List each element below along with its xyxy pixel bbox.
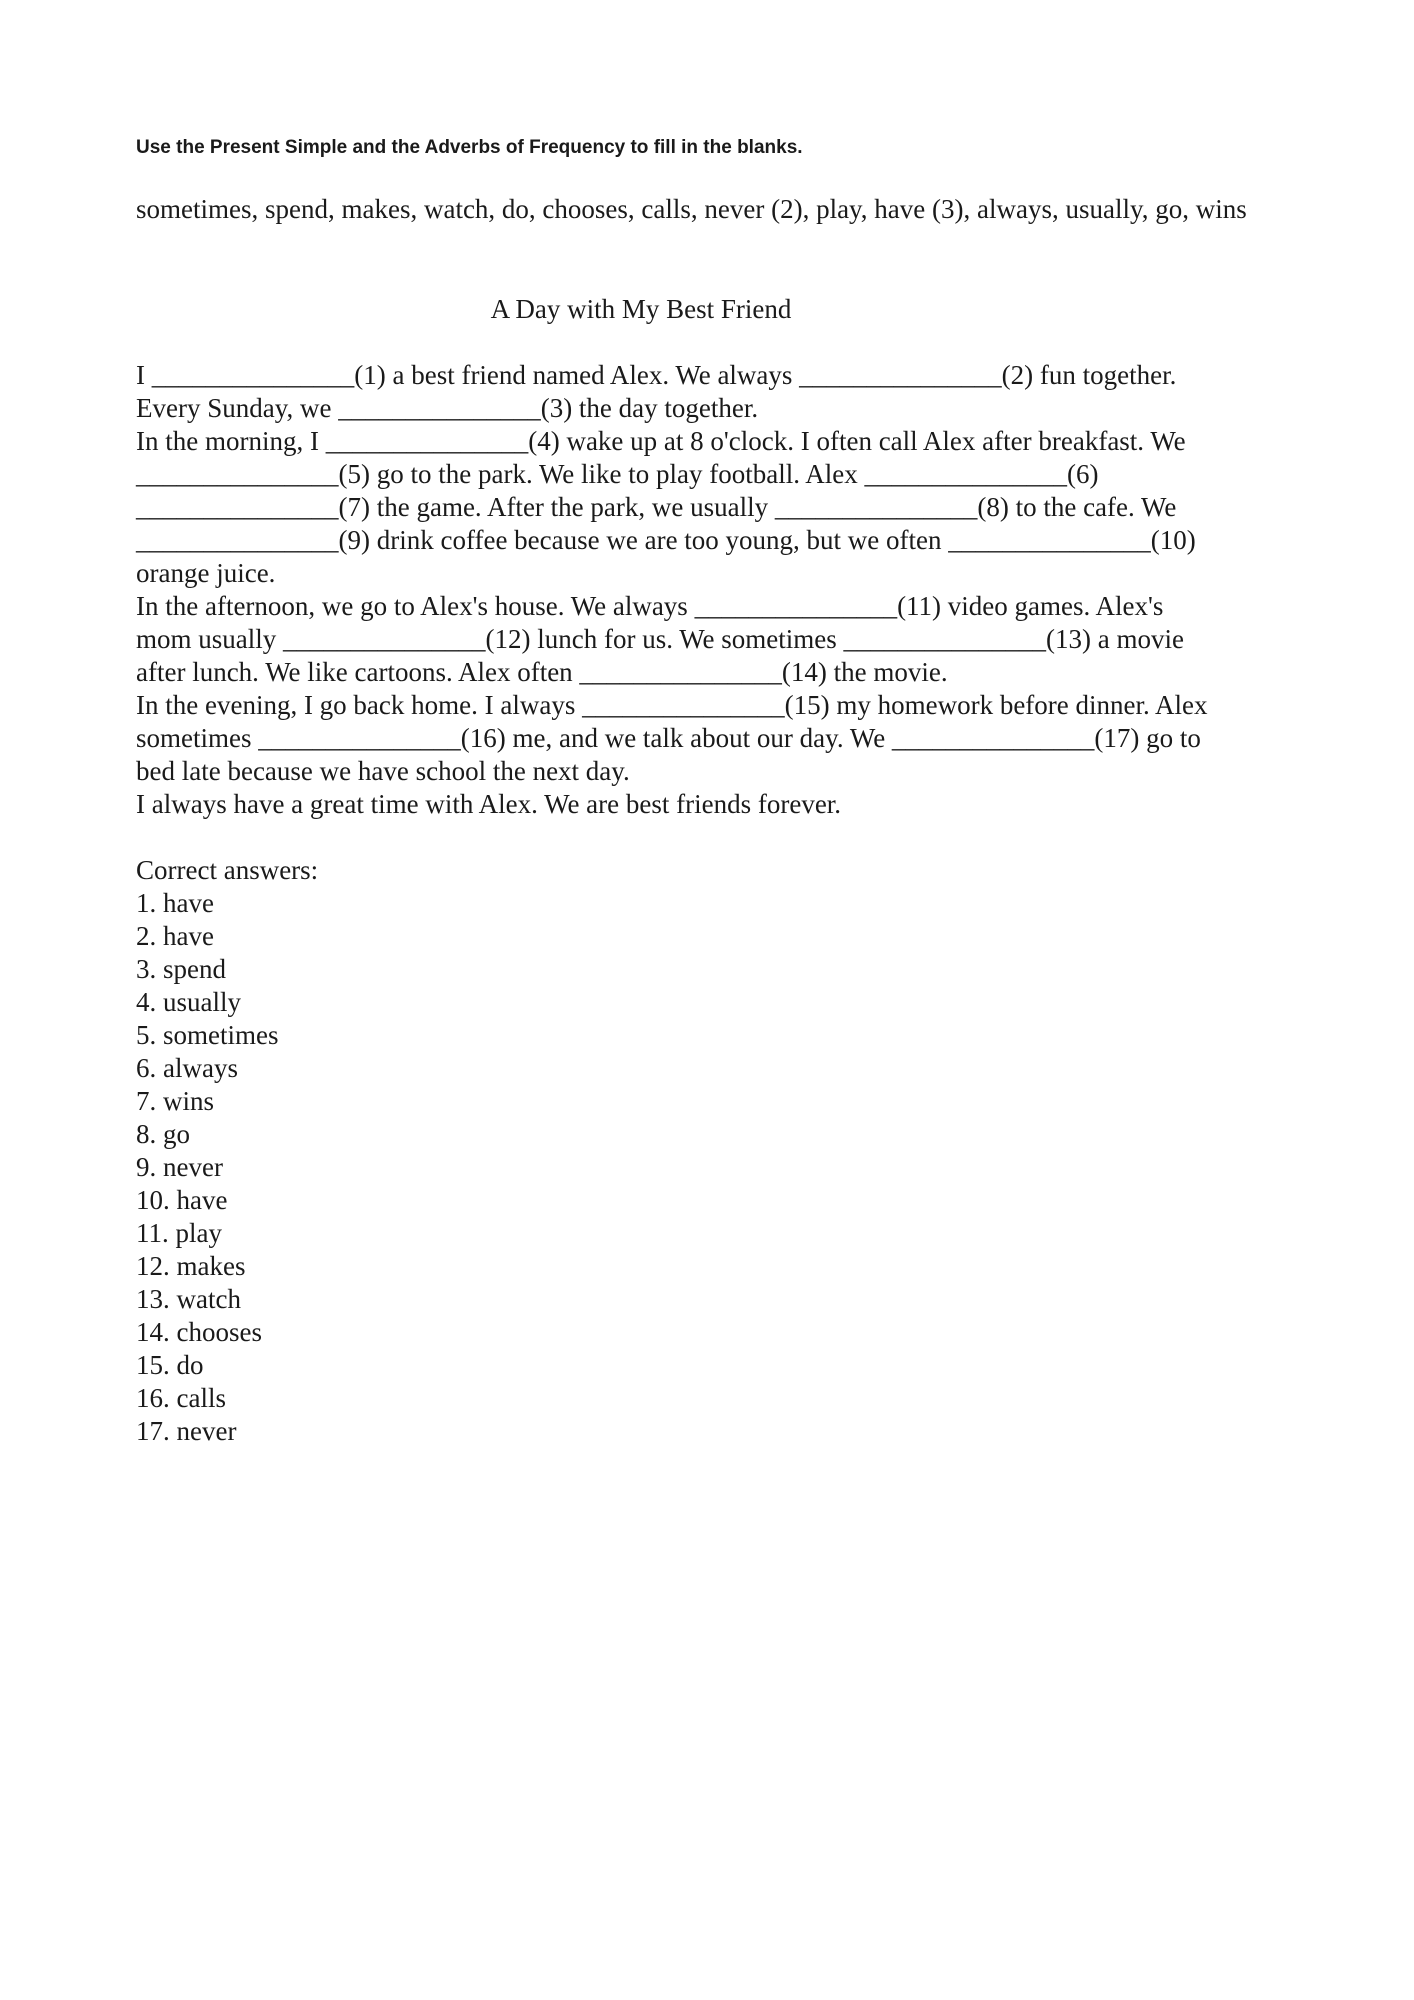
story-line: In the morning, I _______________(4) wake up at 8 o'clock. I often call Alex after breakfast. We [136,426,1186,456]
answer-item: 4. usually [136,987,241,1017]
answer-item: 8. go [136,1119,190,1149]
story-line: _______________(9) drink coffee because we are too young, but we often _______________(10) [136,525,1196,555]
story-line: Every Sunday, we _______________(3) the day together. [136,393,759,423]
answer-item: 2. have [136,921,214,951]
story-line: I _______________(1) a best friend named Alex. We always _______________(2) fun together. [136,360,1177,390]
word-bank: sometimes, spend, makes, watch, do, chooses, calls, never (2), play, have (3), always, usually, go, wins [136,194,1247,224]
answer-item: 15. do [136,1350,204,1380]
answer-item: 11. play [136,1218,222,1248]
story-line: In the afternoon, we go to Alex's house. We always _______________(11) video games. Alex's [136,591,1164,621]
answer-item: 13. watch [136,1284,241,1314]
story-line: I always have a great time with Alex. We are best friends forever. [136,789,842,819]
answer-item: 5. sometimes [136,1020,279,1050]
answer-item: 7. wins [136,1086,215,1116]
answer-list [136,887,279,1448]
answer-item: 14. chooses [136,1317,262,1347]
answer-item: 10. have [136,1185,228,1215]
answer-item: 16. calls [136,1383,226,1413]
story-text [136,359,1296,821]
answer-item: 9. never [136,1152,223,1182]
story-line: bed late because we have school the next day. [136,756,630,786]
story-line: _______________(5) go to the park. We like to play football. Alex _______________(6) [136,459,1099,489]
answers-heading: Correct answers: [136,855,319,885]
answer-item: 3. spend [136,954,226,984]
answer-item: 12. makes [136,1251,246,1281]
story-line: orange juice. [136,558,276,588]
instruction-text: Use the Present Simple and the Adverbs of Frequency to fill in the blanks. [136,137,803,158]
answer-item: 6. always [136,1053,238,1083]
story-line: after lunch. We like cartoons. Alex often _______________(14) the movie. [136,657,948,687]
answer-item: 1. have [136,888,214,918]
story-line: In the evening, I go back home. I always _______________(15) my homework before dinner. Alex [136,690,1208,720]
story-line: _______________(7) the game. After the park, we usually _______________(8) to the cafe. We [136,492,1177,522]
story-line: sometimes _______________(16) me, and we talk about our day. We _______________(17) go to [136,723,1201,753]
story-line: mom usually _______________(12) lunch for us. We sometimes _______________(13) a movie [136,624,1184,654]
answer-item: 17. never [136,1416,237,1446]
story-title: A Day with My Best Friend [490,294,792,324]
